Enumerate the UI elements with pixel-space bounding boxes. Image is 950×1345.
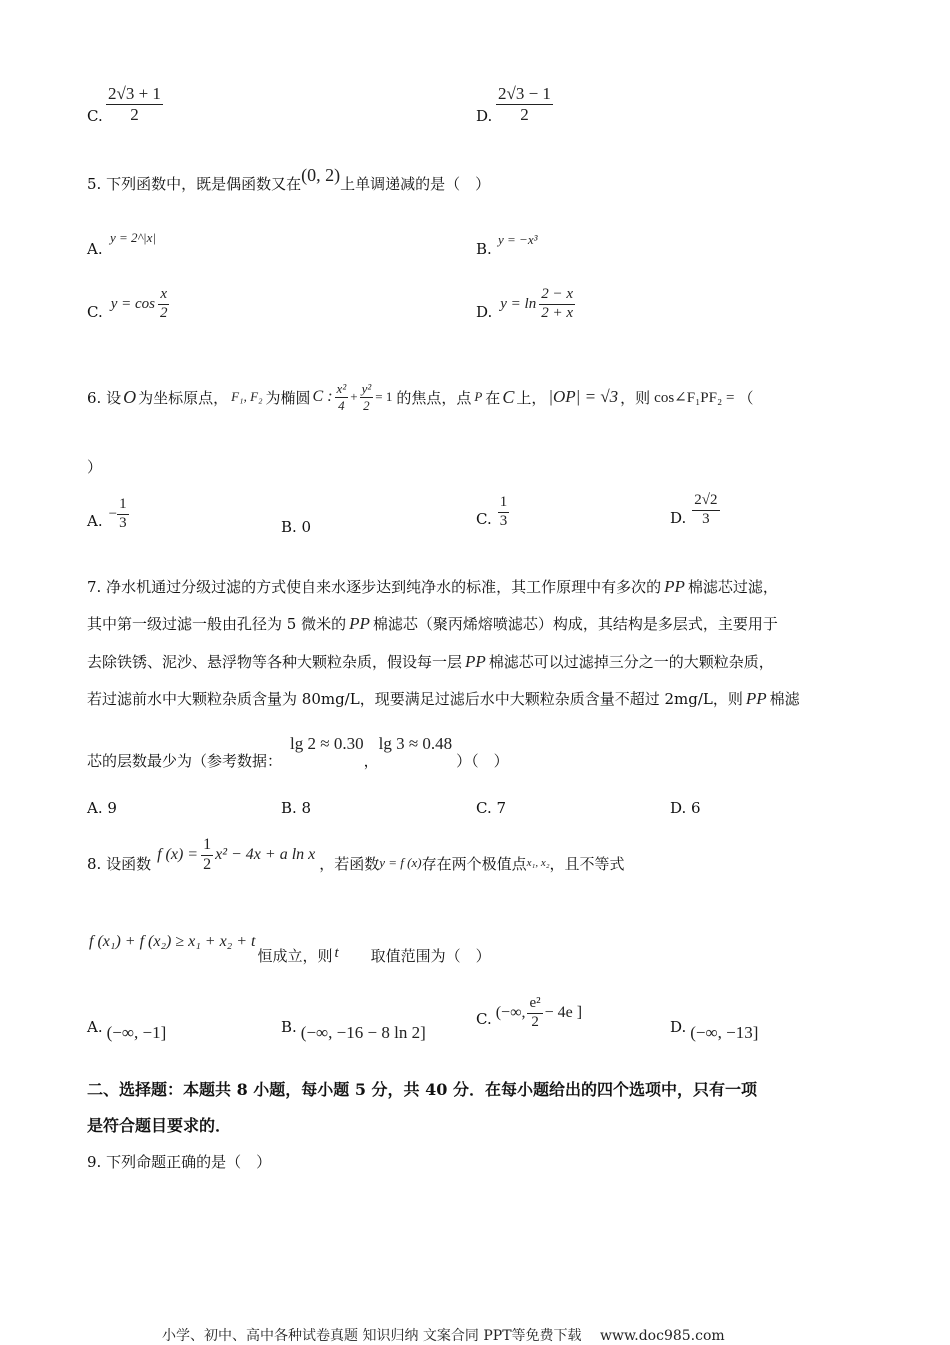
q6-text-7: ，则 [620, 388, 651, 407]
q4-d-denominator: 2 [520, 104, 529, 124]
q6-cos-expr: cos∠F₁PF₂ = [654, 389, 735, 406]
q4-c-denominator: 2 [130, 104, 139, 124]
q7-l4-text-a: 若过滤前水中大颗粒杂质含量为 80mg/L，现要满足过滤后水中大颗粒杂质含量不超过 2mg/L，则 [87, 690, 743, 708]
q6-a-denominator: 3 [119, 514, 127, 531]
q7-line-1 [87, 576, 778, 597]
q6-c-numerator: 1 [498, 495, 510, 513]
q5-option-d-fraction [539, 287, 575, 322]
q6-y-fraction [360, 382, 374, 412]
q6-option-c-label: C. [476, 510, 492, 529]
q8-option-d [670, 1017, 759, 1042]
q6-option-a-sign: − [108, 505, 118, 522]
q6-eq-one: = 1 [375, 389, 393, 404]
q6-text-5: 在 [485, 388, 501, 407]
q5-option-c-fraction [158, 287, 170, 322]
q6-text-4: 的焦点，点 [396, 388, 472, 407]
q8-option-b-label: B. [281, 1018, 297, 1036]
q6-option-d-label: D. [670, 509, 687, 528]
q5-option-c [87, 287, 170, 322]
q5-stem-prefix: 5. 下列函数中，既是偶函数又在 [87, 175, 302, 193]
q8-option-d-label: D. [670, 1018, 687, 1036]
q6-curve-c: C [502, 386, 515, 407]
q8-text-2: ，若函数 [319, 854, 380, 873]
q6-option-b: B. 0 [281, 518, 312, 536]
q8-option-c-right: − 4e ] [544, 1004, 583, 1022]
q7-pp-4: PP [745, 689, 767, 708]
q7-pp-2: PP [349, 614, 370, 633]
q6-plus: + [350, 389, 358, 404]
q6-a-numerator: 1 [117, 497, 129, 515]
q8-option-a [87, 1017, 167, 1042]
q6-d-numerator: 2√2 [692, 493, 719, 511]
q6-option-d [670, 493, 720, 528]
q5-c-denominator: 2 [160, 304, 168, 321]
q5-option-b-expr: y = −x³ [498, 232, 538, 247]
q8-text-3: 存在两个极值点 [421, 854, 527, 873]
q6-c-denominator: 3 [499, 512, 508, 529]
q6-text-1: 6. 设 [87, 388, 122, 407]
q6-option-a-fraction [117, 497, 129, 532]
q7-option-a: A. 9 [87, 799, 117, 817]
q4-option-d-label: D. [476, 107, 493, 125]
q7-l5-text-b: ）（ ） [456, 752, 509, 770]
q6-text-2: 为坐标原点， [138, 388, 229, 407]
q5-option-a-label: A. [87, 240, 103, 258]
q7-l3-text-b: 棉滤芯可以过滤掉三分之一的大颗粒杂质， [488, 653, 774, 671]
q6-option-a-label: A. [87, 512, 103, 531]
q5-option-c-label: C. [87, 303, 103, 322]
q5-stem-suffix: 上单调递减的是（ ） [340, 175, 491, 193]
q8-text-5: 恒成立，则 [257, 947, 333, 965]
q8-option-c [476, 996, 582, 1031]
q4-c-numerator: 2√3 + 1 [108, 84, 161, 103]
q8-line-2 [87, 933, 491, 966]
q7-comma: ， [363, 752, 379, 770]
q7-l1-text-a: 7. 净水机通过分级过滤的方式使自来水逐步达到纯净水的标准，其工作原理中有多次的 [87, 578, 662, 596]
q6-op-length: |OP| = √3 [548, 387, 619, 406]
q5-c-numerator: x [158, 287, 169, 305]
q6-ellipse-c: C : [312, 388, 333, 405]
q8-option-b [281, 1017, 426, 1042]
q7-l1-text-b: 棉滤芯过滤， [687, 578, 778, 596]
q8-stem [87, 830, 625, 880]
q8-half-fraction [201, 837, 213, 874]
q7-line-2 [87, 613, 778, 634]
q4-option-d-fraction [496, 85, 553, 124]
q7-pp-1: PP [664, 577, 685, 596]
q6-x-denominator: 4 [338, 397, 345, 413]
q8-t: t [334, 945, 339, 961]
q7-lg2: lg 2 ≈ 0.30 [290, 734, 364, 753]
q4-option-c-fraction [106, 85, 163, 124]
q8-y-fx: y = f (x) [379, 855, 422, 870]
q8-f-right: x² − 4x + a ln x [215, 846, 316, 863]
q8-f-left: f (x) = [157, 846, 199, 863]
q7-pp-3: PP [465, 652, 486, 671]
q5-option-a-expr: y = 2^|x| [110, 230, 156, 245]
q9-stem: 9. 下列命题正确的是（ ） [87, 1153, 272, 1171]
q6-text-3: 为椭圆 [265, 388, 311, 407]
q8-text-6: 取值范围为（ ） [370, 947, 491, 965]
q7-option-b: B. 8 [281, 799, 312, 817]
q8-inequality: f (x₁) + f (x₂) ≥ x₁ + x₂ + t [89, 933, 256, 950]
q6-origin: O [123, 386, 137, 407]
q6-y-denominator: 2 [363, 397, 370, 413]
q6-option-c [476, 495, 509, 530]
section-2-heading-line-1: 二、选择题：本题共 8 小题，每小题 5 分，共 40 分．在每小题给出的四个选项中，只有一项 [87, 1080, 757, 1099]
page-footer: 小学、初中、高中各种试卷真题 知识归纳 文案合同 PPT等免费下载 www.doc985.com [162, 1328, 725, 1344]
q6-text-8: （ [738, 388, 754, 407]
q5-option-d [476, 287, 575, 322]
q6-foci: F₁, F₂ [231, 389, 263, 404]
q6-stem [87, 372, 753, 422]
q7-l2-text-b: 棉滤芯（聚丙烯熔喷滤芯）构成，其结构是多层式，主要用于 [372, 615, 778, 633]
q7-l2-text-a: 其中第一级过滤一般由孔径为 5 微米的 [87, 615, 347, 633]
q4-d-numerator: 2√3 − 1 [498, 84, 551, 103]
q8-text-4: ，且不等式 [549, 854, 625, 873]
q7-line-3 [87, 651, 774, 672]
q8-option-a-expr: (−∞, −1] [106, 1023, 167, 1042]
q8-c-numerator: e² [527, 996, 542, 1014]
section-2-heading-line-2: 是符合题目要求的． [87, 1116, 232, 1135]
q6-x-fraction [335, 382, 349, 412]
q5-option-d-left: y = ln [500, 295, 537, 312]
q8-option-d-expr: (−∞, −13] [690, 1023, 759, 1042]
q6-d-denominator: 3 [702, 510, 710, 527]
q8-option-c-left: (−∞, [495, 1004, 526, 1022]
q6-option-d-fraction [692, 493, 719, 528]
q8-option-b-expr: (−∞, −16 − 8 ln 2] [300, 1023, 426, 1042]
q7-option-c: C. 7 [476, 799, 507, 817]
q7-l4-text-b: 棉滤 [769, 690, 800, 708]
q7-option-d: D. 6 [670, 799, 701, 817]
q7-l3-text-a: 去除铁锈、泥沙、悬浮物等各种大颗粒杂质，假设每一层 [87, 653, 463, 671]
q8-option-c-label: C. [476, 1010, 492, 1029]
q8-half-numerator: 1 [201, 837, 213, 856]
q6-y-numerator: y² [361, 380, 372, 396]
q7-l5-text-a: 芯的层数最少为（参考数据： [87, 752, 283, 770]
q6-text-6: 上， [516, 388, 547, 407]
q5-d-denominator: 2 + x [541, 304, 573, 321]
q8-text-1: 8. 设函数 [87, 854, 152, 873]
q8-half-denominator: 2 [203, 855, 212, 873]
q4-option-c-label: C. [87, 107, 103, 125]
q5-option-d-label: D. [476, 303, 493, 322]
q6-option-a [87, 497, 129, 532]
q7-line-4 [87, 688, 800, 709]
q5-option-b-label: B. [476, 240, 492, 258]
q8-c-denominator: 2 [531, 1013, 539, 1030]
q5-stem [87, 165, 491, 194]
q8-x1x2: x₁, x₂ [526, 857, 550, 869]
q6-point-p: P [474, 389, 483, 404]
q5-option-c-left: y = cos [110, 295, 155, 312]
q7-line-5 [87, 734, 509, 771]
q8-option-a-label: A. [87, 1018, 103, 1036]
q6-option-c-fraction [498, 495, 510, 530]
q5-d-numerator: 2 − x [539, 287, 575, 305]
q6-close-paren: ） [87, 458, 103, 476]
q6-x-numerator: x² [336, 380, 347, 396]
q7-lg3: lg 3 ≈ 0.48 [378, 734, 453, 753]
q8-option-c-fraction [527, 996, 542, 1031]
q5-interval: (0, 2) [301, 165, 341, 185]
